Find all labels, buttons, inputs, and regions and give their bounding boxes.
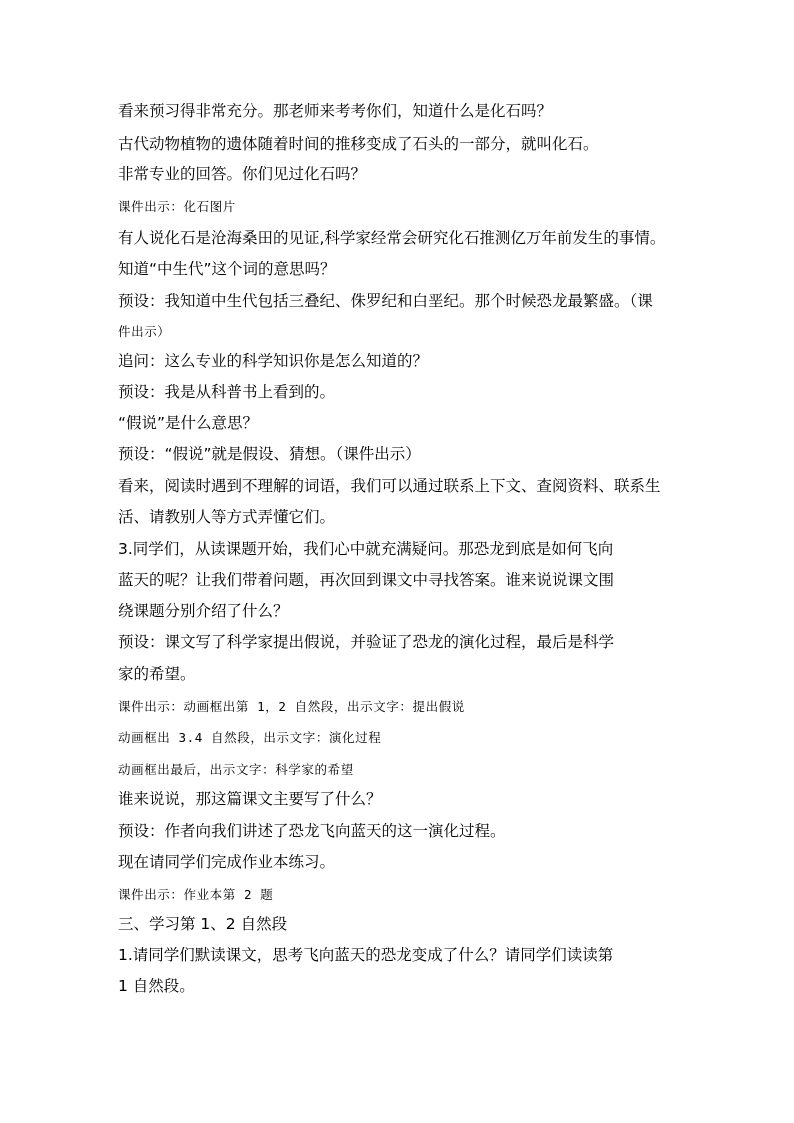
text-line: 知道“中生代”这个词的意思吗？ — [118, 260, 336, 278]
text-line: 活、请教别人等方式弄懂它们。 — [118, 508, 336, 526]
text-line: 3.同学们，从读课题开始，我们心中就充满疑问。那恐龙到底是如何飞向 — [118, 540, 614, 558]
text-line: 蓝天的呢？让我们带着问题，再次回到课文中寻找答案。谁来说说课文围 — [118, 571, 615, 589]
section-heading: 三、学习第 1、2 自然段 — [118, 915, 288, 933]
text-line: 预设：课文写了科学家提出假说，并验证了恐龙的演化过程，最后是科学 — [118, 633, 615, 651]
courseware-note: 动画框出 3.4 自然段，出示文字：演化过程 — [118, 730, 382, 745]
text-line: 非常专业的回答。你们见过化石吗？ — [118, 165, 367, 183]
text-line: 预设：作者向我们讲述了恐龙飞向蓝天的这一演化过程。 — [118, 822, 506, 840]
text-line: 现在请同学们完成作业本练习。 — [118, 853, 336, 871]
courseware-note: 课件出示：化石图片 — [118, 199, 236, 214]
text-line: 谁来说说，那这篇课文主要写了什么？ — [118, 790, 382, 808]
text-line: 家的希望。 — [118, 665, 196, 683]
text-line: 追问：这么专业的科学知识你是怎么知道的？ — [118, 352, 429, 370]
text-line: 古代动物植物的遗体随着时间的推移变成了石头的一部分，就叫化石。 — [118, 135, 599, 153]
courseware-note: 件出示） — [118, 324, 171, 339]
text-line: 看来，阅读时遇到不理解的词语，我们可以通过联系上下文、查阅资料、联系生 — [118, 477, 661, 495]
text-line: 预设：“假说”就是假设、猜想。（课件出示） — [118, 445, 421, 463]
courseware-note: 课件出示：作业本第 2 题 — [118, 887, 274, 902]
courseware-note: 动画框出最后，出示文字：科学家的希望 — [118, 762, 354, 777]
text-line: 有人说化石是沧海桑田的见证,科学家经常会研究化石推测亿万年前发生的事情。 — [118, 229, 666, 247]
text-line: “假说”是什么意思？ — [118, 414, 259, 432]
text-line: 看来预习得非常充分。那老师来考考你们，知道什么是化石吗？ — [118, 102, 553, 120]
text-line: 1 自然段。 — [118, 977, 195, 995]
text-line: 1.请同学们默读课文，思考飞向蓝天的恐龙变成了什么？请同学们读读第 — [118, 946, 614, 964]
text-line: 绕课题分别介绍了什么？ — [118, 602, 289, 620]
text-line: 预设：我知道中生代包括三叠纪、侏罗纪和白垩纪。那个时候恐龙最繁盛。（课 — [118, 292, 653, 310]
text-line: 预设：我是从科普书上看到的。 — [118, 383, 336, 401]
courseware-note: 课件出示：动画框出第 1，2 自然段，出示文字：提出假说 — [118, 699, 465, 714]
